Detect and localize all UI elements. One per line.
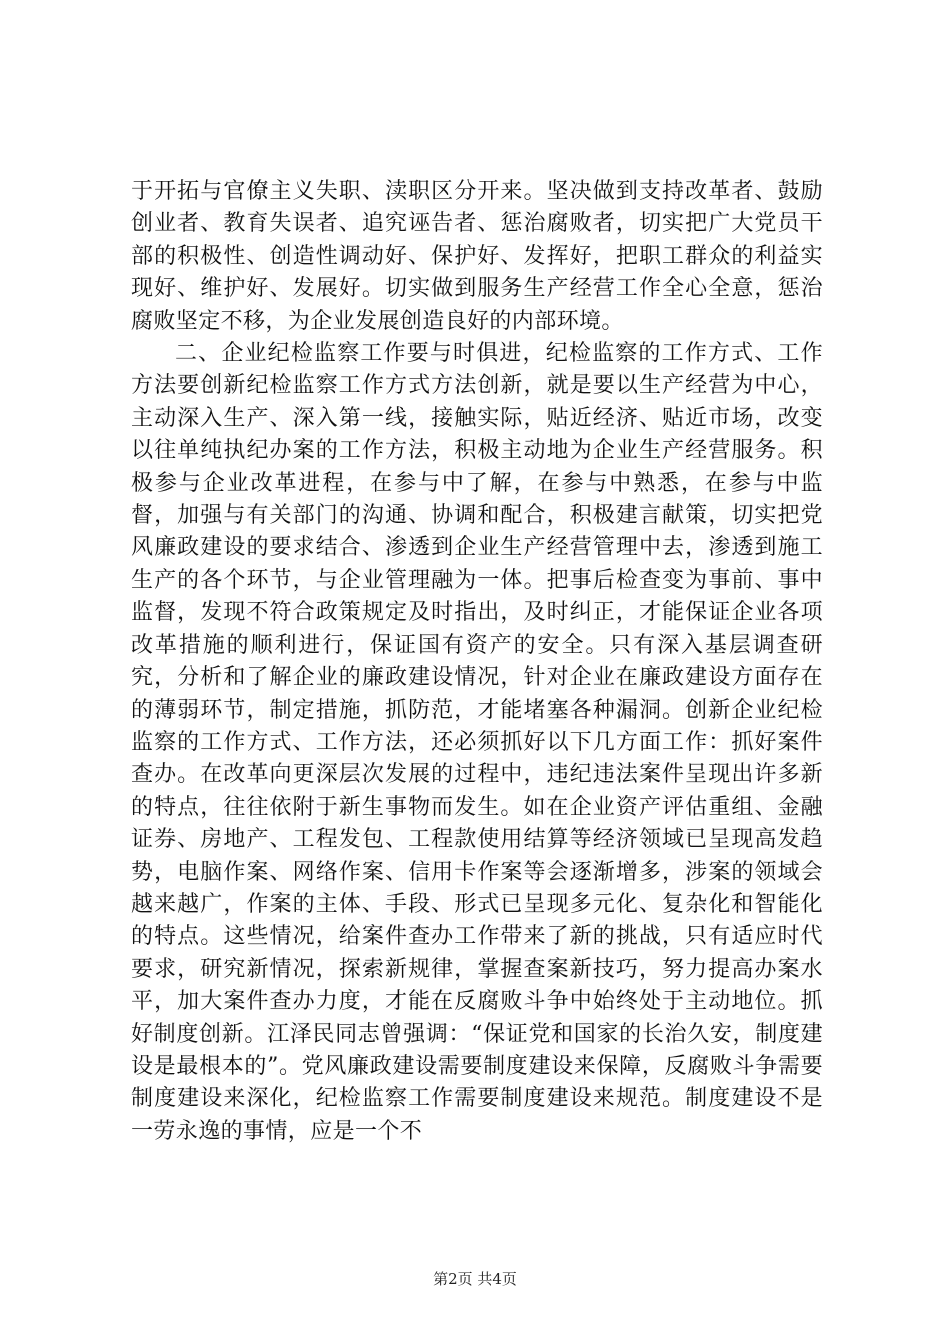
page-number-footer: 第2页 共4页 [433, 1270, 517, 1288]
document-body [131, 176, 823, 1148]
paragraph-section-two: 二、企业纪检监察工作要与时俱进，纪检监察的工作方式、工作方法要创新纪检监察工作方式方法创新，就是要以生产经营为中心，主动深入生产、深入第一线，接触实际，贴近经济、贴近市场，改变以往单纯执纪办案的工作方法，积极主动地为企业生产经营服务。积极参与企业改革进程，在参与中了解，在参与中熟悉，在参与中监督，加强与有关部门的沟通、协调和配合，积极建言献策，切实把党风廉政建设的要求结合、渗透到企业生产经营管理中去，渗透到施工生产的各个环节，与企业管理融为一体。把事后检查变为事前、事中监督，发现不符合政策规定及时指出，及时纠正，才能保证企业各项改革措施的顺利进行，保证国有资产的安全。只有深入基层调查研究，分析和了解企业的廉政建设情况，针对企业在廉政建设方面存在的薄弱环节，制定措施，抓防范，才能堵塞各种漏洞。创新企业纪检监察的工作方式、工作方法，还必须抓好以下几方面工作：抓好案件查办。在改革向更深层次发展的过程中，违纪违法案件呈现出许多新的特点，往往依附于新生事物而发生。如在企业资产评估重组、金融证券、房地产、工程发包、工程款使用结算等经济领域已呈现高发趋势，电脑作案、网络作案、信用卡作案等会逐渐增多，涉案的领域会越来越广，作案的主体、手段、形式已呈现多元化、复杂化和智能化的特点。这些情况，给案件查办工作带来了新的挑战，只有适应时代要求，研究新情况，探索新规律，掌握查案新技巧，努力提高办案水平，加大案件查办力度，才能在反腐败斗争中始终处于主动地位。抓好制度创新。江泽民同志曾强调：“保证党和国家的长治久安，制度建设是最根本的”。党风廉政建设需要制度建设来保障，反腐败斗争需要制度建设来深化，纪检监察工作需要制度建设来规范。制度建设不是一劳永逸的事情，应是一个不 [131, 341, 823, 1144]
paragraph-continued: 于开拓与官僚主义失职、渎职区分开来。坚决做到支持改革者、鼓励创业者、教育失误者、追究诬告者、惩治腐败者，切实把广大党员干部的积极性、创造性调动好、保护好、发挥好，把职工群众的利益实现好、维护好、发展好。切实做到服务生产经营工作全心全意，惩治腐败坚定不移，为企业发展创造良好的内部环境。 [131, 179, 823, 334]
